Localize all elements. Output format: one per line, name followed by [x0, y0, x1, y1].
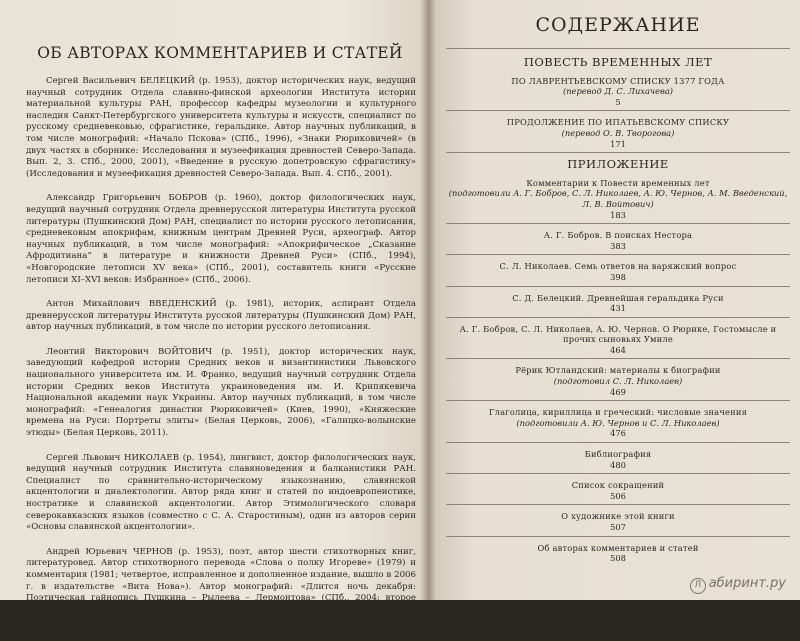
contents-heading: СОДЕРЖАНИЕ	[535, 14, 701, 36]
toc-entry-glagolitic: Глаголица, кириллица и греческий: числовые значения (подготовили А. Ю. Чернов и С. Л. Николаев) 476	[446, 407, 790, 443]
toc-entry-artist: О художнике этой книги 507	[446, 511, 790, 536]
page-number: 469	[610, 386, 626, 397]
right-page	[428, 0, 800, 600]
page-number: 171	[610, 138, 626, 149]
bio-vvedensky: Антон Михайлович ВВЕДЕНСКИЙ (р. 1981), историк, аспирант Отдела древнерусской литературы Института русской литературы (Пушкинский Дом) РАН, автор научных публикаций, в том числе по истории русского летописания.	[26, 299, 416, 333]
divider	[446, 48, 790, 49]
bio-beletsky: Сергей Васильевич БЕЛЕЦКИЙ (р. 1953), доктор исторических наук, ведущий научный сотрудник Отдела славяно-финской археологии Института истории материальной культуры РАН, профессор кафедры музеологии и культурного наследия Санкт-Петербургского университета культуры и искусств, специалист по русскому средневековью, сфрагистике, геральдике. Автор научных публикаций, в том числе монографий: «Начало Пскова» (СПб., 1996), «Знаки Рюриковичей» (в двух частях в сборнике: Исследования и музеефикация древностей Северо-Запада. Вып. 2, 3. СПб., 2000, 2001), «Введение в русскую допетровскую сфрагистику» (Исследования и музеефикация древностей Северо-Запада. Вып. 4. СПб., 2001).	[26, 76, 416, 179]
toc-entry-heraldry: С. Д. Белецкий. Древнейшая геральдика Руси 431	[446, 293, 790, 318]
toc-entry-commentary: Комментарии к Повести временных лет (подготовили А. Г. Бобров, С. Л. Николаев, А. Ю. Чернов, А. М. Введенский, Л. В. Войтович) 183	[446, 178, 790, 224]
author-bios	[26, 76, 416, 641]
page-number: 480	[610, 459, 626, 470]
page-number: 506	[610, 490, 626, 501]
toc-entry-about-authors: Об авторах комментариев и статей 508	[446, 543, 790, 567]
page-number: 5	[615, 96, 621, 107]
page-number: 383	[610, 240, 626, 251]
page-number: 507	[610, 522, 626, 532]
book-gutter	[420, 0, 436, 600]
labirint-watermark: Л абиринт.ру	[690, 576, 786, 594]
toc-entry-rurik: А. Г. Бобров, С. Л. Николаев, А. Ю. Чернов. О Рюрике, Гостомысле и прочих сыновьях Умиле 464	[446, 324, 790, 360]
page-number: 398	[610, 271, 626, 282]
section-povest-title: ПОВЕСТЬ ВРЕМЕННЫХ ЛЕТ	[523, 55, 713, 69]
toc-entry-varangian: С. Л. Николаев. Семь ответов на варяжский вопрос 398	[446, 261, 790, 286]
bio-nikolaev: Сергей Львович НИКОЛАЕВ (р. 1954), лингвист, доктор филологических наук, ведущий научный сотрудник Института славяноведения и балканистики РАН. Специалист по сравнительно-историческому языкознанию, славянской акцентологии и диалектологии. Автор ряда книг и статей по индоевропеистике, ностратике и славянской акцентологии. Автор Этимологического словаря северокавказских языков (совместно с С. А. Старостиным), один из авторов серии «Основы славянской акцентологии».	[26, 452, 416, 533]
toc-entry-lavrentyevsky: ПО ЛАВРЕНТЬЕВСКОМУ СПИСКУ 1377 ГОДА (перевод Д. С. Лихачева) 5	[446, 76, 790, 112]
toc-entry-rorik: Рёрик Ютландский: материалы к биографии (подготовил С. Л. Николаев) 469	[446, 365, 790, 401]
bio-voytovich: Леонтий Викторович ВОЙТОВИЧ (р. 1951), доктор исторических наук, заведующий кафедрой истории Средних веков и византинистики Львовского национального университета им. И. Франко, ведущий научный сотрудник Отдела истории Средних веков Института украиноведения им. И. Крипякевича Национальной академии наук Украины. Автор научных публикаций, в том числе монографий: «Генеалогия династии Рюриковичей» (Киев, 1990), «Княжеские времена на Руси: Портреты элиты» (Белая Церковь, 2006), «Галицко-волынские этюды» (Белая Церковь, 2011).	[26, 346, 416, 439]
bio-chernov: Андрей Юрьевич ЧЕРНОВ (р. 1953), поэт, автор шести стихотворных книг, литературовед. Автор стихотворного перевода «Слова о полку Игореве» (1979) и комментария (1981; четвертое, исправленное и дополненное издание, вышло в 2006 г. в издательстве «Вита Нова»). Автор монографий: «Длится ночь декабря: Поэтическая гайнопись Пушкина – Рылеева – Лермонтова» (СПб., 2004; второе издание 2008), «Хроника изнанного времени. „Слово о полку Игореве“: Текст и его окрестности» (СПб., 2006).	[26, 546, 416, 627]
toc-entry-bibliography: Библиография 480	[446, 449, 790, 474]
toc-entry-ipatyevsky: ПРОДОЛЖЕНИЕ ПО ИПАТЬЕВСКОМУ СПИСКУ (перевод О. В. Творогова) 171	[446, 117, 790, 153]
labirint-logo-icon: Л	[690, 578, 706, 594]
section-appendix-title: ПРИЛОЖЕНИЕ	[567, 157, 669, 172]
bio-bobrov: Александр Григорьевич БОБРОВ (р. 1960), доктор филологических наук, ведущий научный сотрудник Отдела древнерусской литературы Института русской литературы (Пушкинский Дом) РАН, специалист по истории русского летописания, средневековым апокрифам, книжным центрам Древней Руси, археограф. Автор научных публикаций, в том числе монографий: «Апокрифическое „Сказание Афродитиана“ в литературе и книжности Древней Руси» (СПб., 1994), «Новгородские летописи XV века» (СПб., 2001), составитель книги «Русские летописи XI–XVI веков: Избранное» (СПб., 2006).	[26, 193, 416, 285]
toc-entry-abbreviations: Список сокращений 506	[446, 480, 790, 505]
page-number: 476	[610, 428, 626, 439]
about-authors-title: ОБ АВТОРАХ КОММЕНТАРИЕВ И СТАТЕЙ	[37, 44, 403, 62]
page-number: 508	[610, 553, 626, 564]
table-of-contents	[446, 44, 790, 573]
page-number: 431	[610, 303, 626, 314]
page-number: 183	[610, 209, 626, 220]
toc-entry-nestor: А. Г. Бобров. В поисках Нестора 383	[446, 230, 790, 255]
page-number: 464	[610, 344, 626, 355]
